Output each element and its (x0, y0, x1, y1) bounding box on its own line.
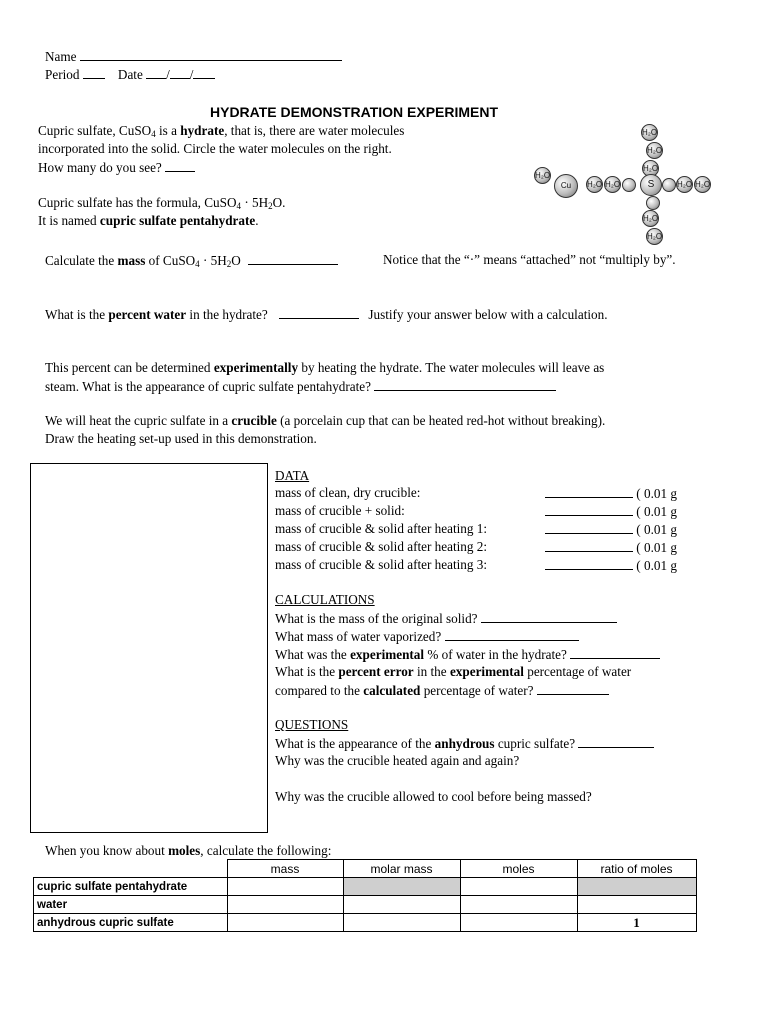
water-molecule[interactable]: H₂O (694, 176, 711, 193)
calc-answer-field[interactable] (481, 609, 617, 623)
data-row: mass of clean, dry crucible: (275, 485, 421, 500)
calc-question-1: What is the mass of the original solid? (275, 609, 617, 628)
calc-answer-field[interactable] (537, 681, 609, 695)
water-molecule[interactable]: H₂O (642, 160, 659, 177)
question-3: Why was the crucible allowed to cool before being massed? (275, 789, 592, 804)
table-row (34, 878, 697, 896)
sulfur-atom: S (640, 174, 662, 196)
questions-heading: QUESTIONS (275, 717, 349, 732)
molar-mass-answer-field[interactable] (248, 251, 338, 265)
name-label: Name (45, 49, 77, 64)
water-molecule[interactable]: H₂O (646, 142, 663, 159)
table-header-cell: mass (227, 860, 343, 878)
data-answer: ( 0.01 g (545, 484, 677, 503)
table-header-cell: ratio of moles (577, 860, 696, 878)
period-date-line (45, 65, 215, 84)
water-molecule[interactable]: H₂O (676, 176, 693, 193)
experimental-line-2: steam. What is the appearance of cupric sulfate pentahydrate? (45, 377, 556, 396)
period-field[interactable] (83, 65, 105, 79)
water-molecule[interactable]: H₂O (586, 176, 603, 193)
calculations-heading: CALCULATIONS (275, 592, 375, 607)
page-title: HYDRATE DEMONSTRATION EXPERIMENT (210, 104, 499, 120)
row-label: anhydrous cupric sulfate (34, 914, 228, 932)
molar-mass-cell[interactable] (343, 896, 460, 914)
moles-cell[interactable] (460, 878, 577, 896)
oxygen-atom (622, 178, 636, 192)
data-answer-field[interactable] (545, 538, 633, 552)
row-label: cupric sulfate pentahydrate (34, 878, 228, 896)
oxygen-atom (646, 196, 660, 210)
row-label: water (34, 896, 228, 914)
water-molecule[interactable]: H₂O (534, 167, 551, 184)
table-header-row (34, 860, 697, 878)
intro-line-2: incorporated into the solid. Circle the water molecules on the right. (38, 141, 392, 156)
percent-water-question: What is the percent water in the hydrate? Justify your answer below with a calculation. (45, 307, 608, 322)
calc-question-2: What mass of water vaporized? (275, 627, 579, 646)
mass-cell[interactable] (227, 896, 343, 914)
intro-line-1: Cupric sulfate, CuSO$_4$ is a hydrate, that is, there are water molecules (38, 123, 405, 139)
date-day-field[interactable] (170, 65, 190, 79)
date-separator: / (166, 67, 170, 82)
mass-cell[interactable] (227, 914, 343, 932)
ratio-cell (577, 878, 696, 896)
formula-line-1: Cupric sulfate has the formula, CuSO$_4$ · $5H_2O$. (38, 195, 286, 211)
calc-question-5: compared to the calculated percentage of water? (275, 681, 609, 700)
question-2: Why was the crucible heated again and again? (275, 753, 520, 768)
percent-water-answer-field[interactable] (279, 305, 359, 319)
table-header-cell: molar mass (343, 860, 460, 878)
table-header-cell (34, 860, 228, 878)
name-line (45, 47, 342, 66)
data-answer: ( 0.01 g (545, 538, 677, 557)
moles-table (33, 859, 697, 932)
crucible-line-1: We will heat the cupric sulfate in a crucible (a porcelain cup that can be heated red-hot without breaking). (45, 413, 606, 428)
period-label: Period (45, 67, 80, 82)
ratio-cell: 1 (577, 914, 696, 932)
data-answer-field[interactable] (545, 520, 633, 534)
table-header-cell: moles (460, 860, 577, 878)
oxygen-atom (662, 178, 676, 192)
data-row: mass of crucible & solid after heating 3: (275, 557, 488, 572)
moles-cell[interactable] (460, 914, 577, 932)
dot-meaning-note: Notice that the “·” means “attached” not “multiply by”. (383, 252, 676, 267)
calc-question-3: What was the experimental % of water in the hydrate? (275, 645, 660, 664)
formula-line-2: It is named cupric sulfate pentahydrate. (38, 213, 259, 228)
water-molecule[interactable]: H₂O (646, 228, 663, 245)
copper-atom (532, 174, 546, 188)
calc-answer-field[interactable] (445, 627, 579, 641)
calc-answer-field[interactable] (570, 645, 660, 659)
water-molecule[interactable]: H₂O (642, 210, 659, 227)
question-1: What is the appearance of the anhydrous cupric sulfate? (275, 734, 654, 753)
molar-mass-cell[interactable] (343, 914, 460, 932)
date-separator: / (189, 67, 194, 82)
data-answer: ( 0.01 g (545, 556, 677, 575)
mass-cell[interactable] (227, 878, 343, 896)
data-answer-field[interactable] (545, 484, 633, 498)
data-answer-field[interactable] (545, 556, 633, 570)
molar-mass-cell (343, 878, 460, 896)
question-answer-field[interactable] (578, 734, 654, 748)
ratio-cell[interactable] (577, 896, 696, 914)
date-year-field[interactable] (193, 65, 215, 79)
data-answer-field[interactable] (545, 502, 633, 516)
data-row: mass of crucible & solid after heating 2: (275, 539, 488, 554)
heating-setup-drawing-box[interactable] (30, 463, 268, 833)
calc-question-4: What is the percent error in the experimental percentage of water (275, 664, 632, 679)
table-row (34, 896, 697, 914)
intro-line-3: How many do you see? (38, 158, 195, 177)
data-answer: ( 0.01 g (545, 502, 677, 521)
data-row: mass of crucible + solid: (275, 503, 405, 518)
date-label: Date (117, 67, 143, 82)
copper-ion: Cu (554, 174, 578, 198)
experimental-line-1: This percent can be determined experimentally by heating the hydrate. The water molecules will leave as (45, 360, 605, 375)
crucible-line-2: Draw the heating set-up used in this demonstration. (45, 431, 317, 446)
date-month-field[interactable] (146, 65, 166, 79)
name-field[interactable] (80, 47, 342, 61)
table-row (34, 914, 697, 932)
water-count-field[interactable] (165, 158, 195, 172)
water-molecule[interactable]: H₂O (641, 124, 658, 141)
moles-intro: When you know about moles, calculate the following: (45, 843, 332, 858)
data-heading: DATA (275, 468, 310, 483)
hydrate-molecule-diagram (528, 120, 718, 250)
data-row: mass of crucible & solid after heating 1: (275, 521, 488, 536)
pentahydrate-appearance-field[interactable] (374, 377, 556, 391)
water-molecule[interactable]: H₂O (604, 176, 621, 193)
mass-question: Calculate the mass of CuSO$_4$ · $5H_2O$ (45, 251, 338, 270)
moles-cell[interactable] (460, 896, 577, 914)
data-answer: ( 0.01 g (545, 520, 677, 539)
